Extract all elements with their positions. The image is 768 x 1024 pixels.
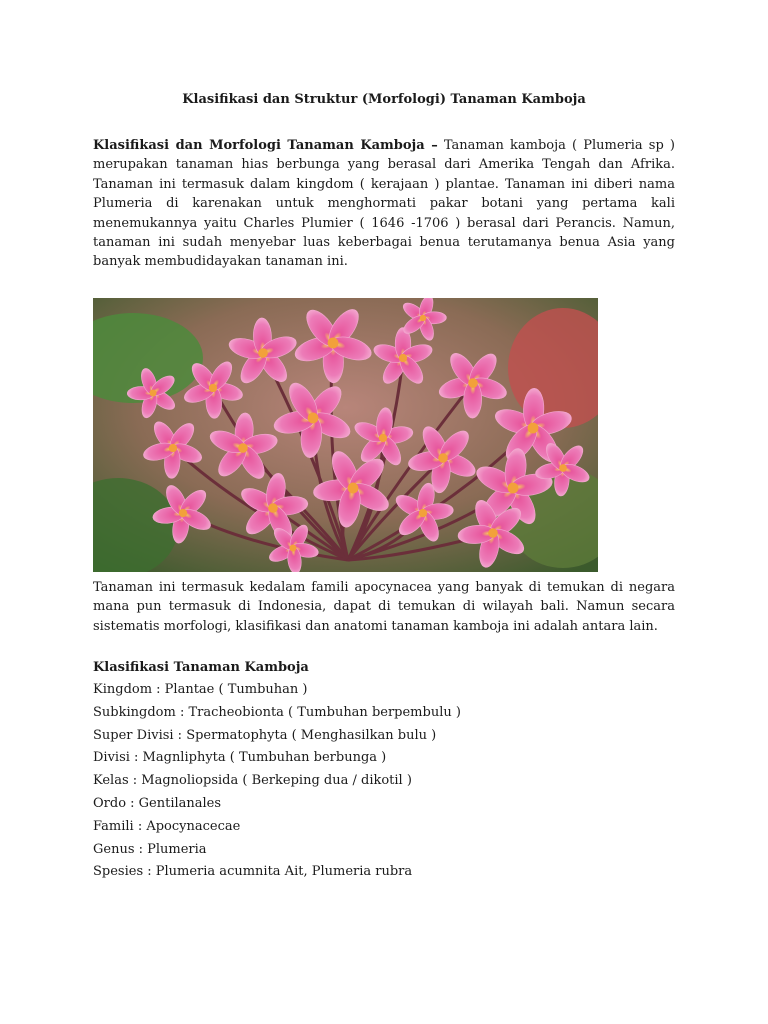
classification-row-spesies: Spesies : Plumeria acumnita Ait, Plumeria rubra xyxy=(93,864,413,880)
classification-row-famili: Famili : Apocynacecae xyxy=(93,818,241,834)
classification-row-ordo: Ordo : Gentilanales xyxy=(93,795,222,811)
classification-row-divisi: Divisi : Magnliphyta ( Tumbuhan berbunga ) xyxy=(93,750,387,766)
classification-section xyxy=(93,657,675,884)
classification-row-super-divisi: Super Divisi : Spermatophyta ( Menghasilkan bulu ) xyxy=(93,727,437,743)
document-title: Klasifikasi dan Struktur (Morfologi) Tanaman Kamboja xyxy=(182,92,586,107)
flower-center xyxy=(209,384,217,392)
classification-row-kingdom: Kingdom : Plantae ( Tumbuhan ) xyxy=(93,682,308,697)
classification-list xyxy=(93,679,675,884)
after-photo-paragraph: Tanaman ini termasuk kedalam famili apocynacea yang banyak di temukan di negara mana pun termasuk di Indonesia, dapat di temukan di wilayah bali. Namun secara sistematis morfologi, klasifikasi dan anatomi tanaman kamboja ini adalah antara lain. xyxy=(93,580,675,634)
plumeria-illustration xyxy=(93,298,598,572)
classification-row-subkingdom: Subkingdom : Tracheobionta ( Tumbuhan berpembulu ) xyxy=(93,704,461,720)
classification-heading: Klasifikasi Tanaman Kamboja xyxy=(93,660,309,675)
intro-lead: Klasifikasi dan Morfologi Tanaman Kamboja – xyxy=(93,138,438,153)
classification-row-kelas: Kelas : Magnoliopsida ( Berkeping dua / dikotil ) xyxy=(93,773,412,789)
plumeria-photo xyxy=(93,298,598,572)
classification-row-genus: Genus : Plumeria xyxy=(93,841,207,857)
intro-paragraph xyxy=(93,136,675,272)
intro-text: Tanaman kamboja ( Plumeria sp ) merupakan tanaman hias berbunga yang berasal dari Amerika Tengah dan Afrika. Tanaman ini termasuk dalam kingdom ( kerajaan ) plantae. Tanaman ini diberi nama Plumeria di karenakan untuk menghormati pakar botani yang pertama kali menemukannya yaitu Charles Plumier ( 1646 -1706 ) berasal dari Perancis. Namun, tanaman ini sudah menyebar luas keberbagai benua terutamanya benua Asia yang banyak membudidayakan tanaman ini. xyxy=(93,138,675,270)
